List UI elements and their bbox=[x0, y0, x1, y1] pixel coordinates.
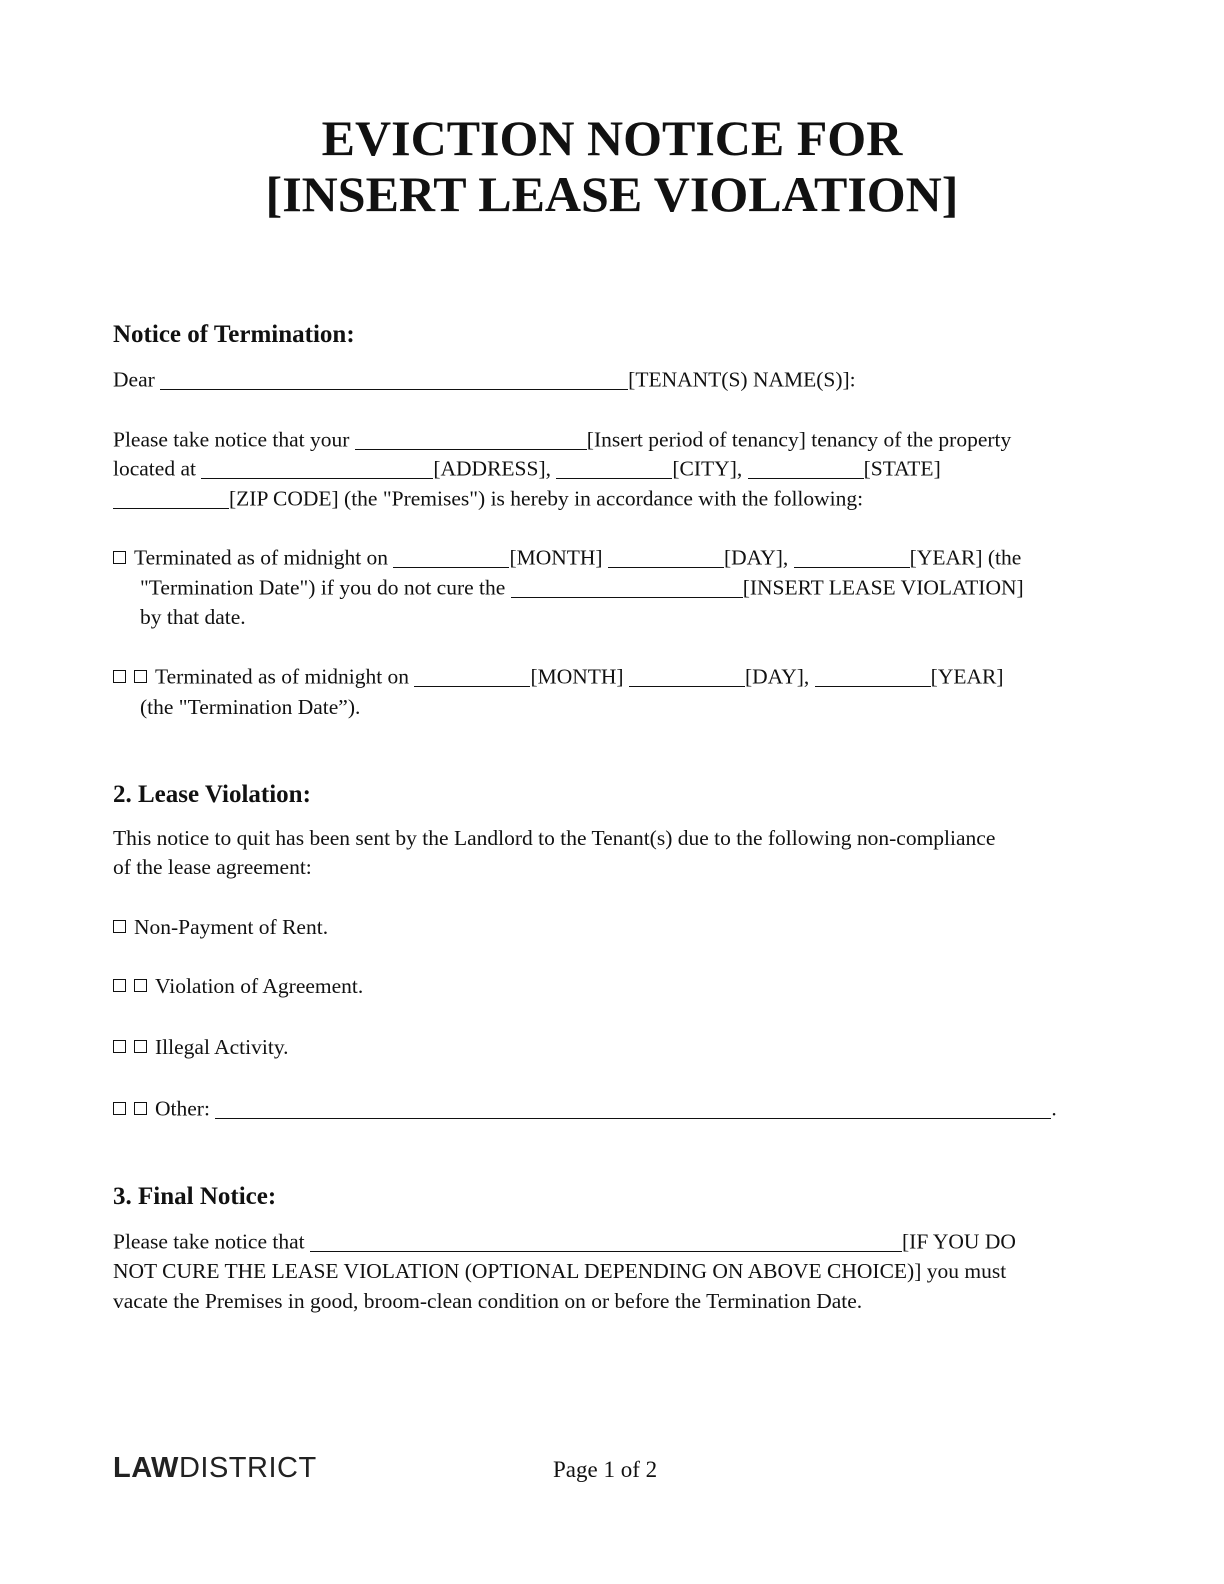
tenancy-text-b: [Insert period of tenancy] tenancy of the property bbox=[586, 427, 1012, 452]
tenant-name-blank[interactable] bbox=[160, 367, 628, 390]
option-1-line-3: by that date. bbox=[140, 605, 246, 629]
page-number: Page 1 of 2 bbox=[553, 1457, 658, 1482]
heading-lease-violation: 2. Lease Violation: bbox=[113, 781, 311, 808]
final-notice-blank[interactable] bbox=[310, 1229, 902, 1252]
option-1-line-2 bbox=[140, 572, 1024, 603]
tenancy-line-1 bbox=[113, 424, 1011, 455]
tenancy-text-a: Please take notice that your bbox=[113, 427, 350, 452]
address-label: [ADDRESS], bbox=[433, 456, 552, 481]
option-1-line-1 bbox=[113, 542, 1021, 573]
final-notice-line-3: vacate the Premises in good, broom-clean condition on or before the Termination Date. bbox=[113, 1289, 863, 1313]
option-2-checkbox-b[interactable] bbox=[134, 670, 147, 683]
option-2-line-2: (the "Termination Date”). bbox=[140, 695, 361, 719]
logo-light: DISTRICT bbox=[178, 1452, 317, 1484]
year-label-2: [YEAR] bbox=[930, 664, 1004, 689]
lease-violation-text-2: of the lease agreement: bbox=[113, 855, 312, 879]
tenancy-line-2 bbox=[113, 453, 941, 484]
final-notice-line-1 bbox=[113, 1226, 1016, 1257]
located-at-text: located at bbox=[113, 456, 196, 481]
heading-notice-of-termination: Notice of Termination: bbox=[113, 321, 355, 348]
violation-blank[interactable] bbox=[511, 575, 743, 598]
day-blank[interactable] bbox=[608, 545, 724, 568]
option-1-text: Terminated as of midnight on bbox=[134, 545, 389, 570]
violation-item bbox=[113, 971, 363, 1001]
final-notice-line-2: NOT CURE THE LEASE VIOLATION (OPTIONAL DEPENDING ON ABOVE CHOICE)] you must bbox=[113, 1259, 1007, 1283]
non-payment-checkbox[interactable] bbox=[113, 920, 126, 933]
option-2-text: Terminated as of midnight on bbox=[155, 664, 410, 689]
option-2-checkbox-a[interactable] bbox=[113, 670, 126, 683]
city-blank[interactable] bbox=[556, 456, 672, 479]
title-line-1: EVICTION NOTICE FOR bbox=[321, 110, 903, 166]
zip-text: [ZIP CODE] (the "Premises") is hereby in accordance with the following: bbox=[229, 486, 864, 511]
city-label: [CITY], bbox=[672, 456, 743, 481]
day-label: [DAY], bbox=[723, 545, 789, 570]
month-label-2: [MONTH] bbox=[530, 664, 624, 689]
violation-checkbox-a[interactable] bbox=[113, 979, 126, 992]
item-label: Other: bbox=[155, 1096, 210, 1121]
item-label: Violation of Agreement. bbox=[155, 974, 364, 998]
day-blank-2[interactable] bbox=[629, 664, 745, 687]
option-1-checkbox[interactable] bbox=[113, 551, 126, 564]
state-label: [STATE] bbox=[863, 456, 941, 481]
other-checkbox-a[interactable] bbox=[113, 1102, 126, 1115]
year-blank-2[interactable] bbox=[815, 664, 931, 687]
month-blank[interactable] bbox=[393, 545, 509, 568]
title-line-2: [INSERT LEASE VIOLATION] bbox=[265, 166, 959, 222]
month-label: [MONTH] bbox=[509, 545, 603, 570]
violation-checkbox-b[interactable] bbox=[134, 979, 147, 992]
final-notice-text-a: Please take notice that bbox=[113, 1229, 305, 1254]
dear-text: Dear bbox=[113, 367, 155, 392]
other-blank[interactable] bbox=[215, 1096, 1051, 1119]
state-blank[interactable] bbox=[748, 456, 864, 479]
violation-label: [INSERT LEASE VIOLATION] bbox=[742, 575, 1024, 600]
year-label: [YEAR] (the bbox=[909, 545, 1022, 570]
lease-violation-text-1: This notice to quit has been sent by the Landlord to the Tenant(s) due to the following non-compliance bbox=[113, 826, 996, 850]
dear-line bbox=[113, 364, 856, 395]
tenancy-line-3 bbox=[113, 483, 863, 514]
year-blank[interactable] bbox=[794, 545, 910, 568]
option-2-line-1 bbox=[113, 661, 1004, 692]
period: . bbox=[1051, 1096, 1057, 1121]
logo-bold: LAW bbox=[113, 1452, 179, 1484]
final-notice-text-b: [IF YOU DO bbox=[902, 1229, 1016, 1254]
violation-item bbox=[113, 912, 328, 942]
item-label: Illegal Activity. bbox=[155, 1035, 289, 1059]
lawdistrict-logo bbox=[113, 1452, 317, 1485]
option-1-text-b: "Termination Date") if you do not cure the bbox=[140, 575, 506, 600]
heading-final-notice: 3. Final Notice: bbox=[113, 1183, 277, 1210]
tenancy-period-blank[interactable] bbox=[355, 427, 587, 450]
tenant-label: [TENANT(S) NAME(S)]: bbox=[628, 367, 856, 392]
violation-item bbox=[113, 1093, 1057, 1124]
day-label-2: [DAY], bbox=[744, 664, 810, 689]
address-blank[interactable] bbox=[201, 456, 433, 479]
violation-item bbox=[113, 1032, 289, 1062]
other-checkbox-b[interactable] bbox=[134, 1102, 147, 1115]
item-label: Non-Payment of Rent. bbox=[134, 915, 329, 939]
document-title bbox=[0, 110, 1224, 222]
illegal-checkbox-a[interactable] bbox=[113, 1040, 126, 1053]
month-blank-2[interactable] bbox=[414, 664, 530, 687]
zip-blank[interactable] bbox=[113, 486, 229, 509]
illegal-checkbox-b[interactable] bbox=[134, 1040, 147, 1053]
